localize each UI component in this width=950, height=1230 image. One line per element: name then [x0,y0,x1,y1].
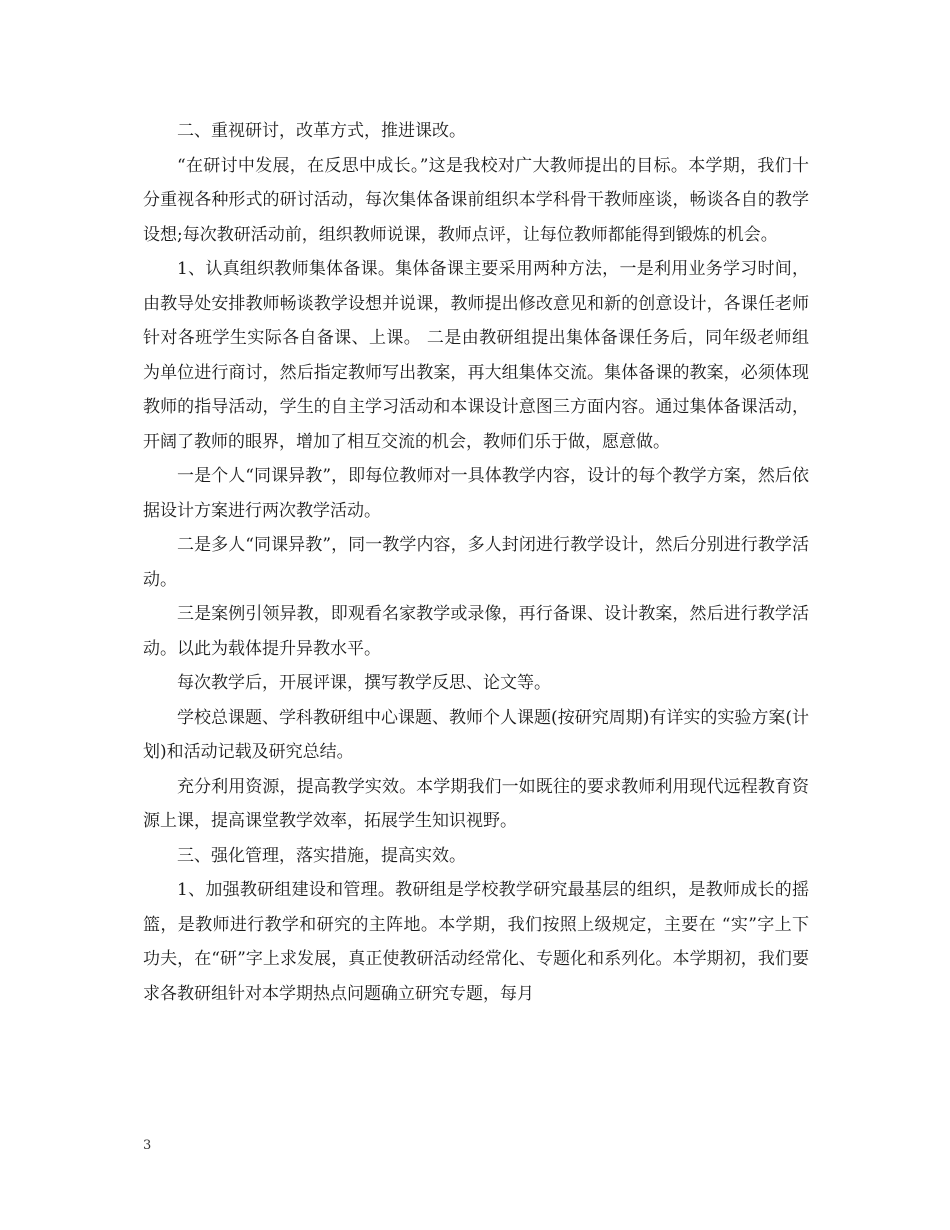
paragraph: 1、加强教研组建设和管理。教研组是学校教学研究最基层的组织，是教师成长的摇篮，是教师进行教学和研究的主阵地。本学期，我们按照上级规定，主要在 “实”字上下功夫，在“研”字上求发展，真正使教研活动经常化、专题化和系列化。本学期初，我们要求各教研组针对本学期热点问题确立研究专题，每月 [143,880,809,1004]
page-number: 3 [143,1138,152,1153]
paragraph: 1、认真组织教师集体备课。集体备课主要采用两种方法，一是利用业务学习时间，由教导处安排教师畅谈教学设想并说课，教师提出修改意见和新的创意设计，各课任老师针对各班学生实际各自备课、上课。 二是由教研组提出集体备课任务后，同年级老师组为单位进行商讨，然后指定教师写出教案，再大组集体交流。集体备课的教案，必须体现教师的指导活动，学生的自主学习活动和本课设计意图三方面内容。通过集体备课活动，开阔了教师的眼界，增加了相互交流的机会，教师们乐于做，愿意做。 [143,259,809,452]
paragraph: 充分利用资源，提高教学实效。本学期我们一如既往的要求教师利用现代远程教育资源上课，提高课堂教学效率，拓展学生知识视野。 [143,776,809,831]
paragraph: 三是案例引领异教，即观看名家教学或录像，再行备课、设计教案，然后进行教学活动。以此为载体提升异教水平。 [143,604,809,659]
document-body [143,114,809,1011]
section-heading: 二、重视研讨，改革方式，推进课改。 [177,121,466,141]
paragraph: 每次教学后，开展评课，撰写教学反思、论文等。 [177,673,551,693]
paragraph: “在研讨中发展，在反思中成长。”这是我校对广大教师提出的目标。本学期，我们十分重视各种形式的研讨活动，每次集体备课前组织本学科骨干教师座谈，畅谈各自的教学设想;每次教研活动前，组织教师说课，教师点评，让每位教师都能得到锻炼的机会。 [143,155,809,245]
section-heading: 三、强化管理，落实措施，提高实效。 [177,845,466,866]
paragraph: 学校总课题、学科教研组中心课题、教师个人课题(按研究周期)有详实的实验方案(计划)和活动记载及研究总结。 [143,707,809,762]
paragraph: 一是个人“同课异教”，即每位教师对一具体教学内容，设计的每个教学方案，然后依据设计方案进行两次教学活动。 [143,466,809,521]
paragraph: 二是多人“同课异教”，同一教学内容，多人封闭进行教学设计，然后分别进行教学活动。 [143,535,809,590]
